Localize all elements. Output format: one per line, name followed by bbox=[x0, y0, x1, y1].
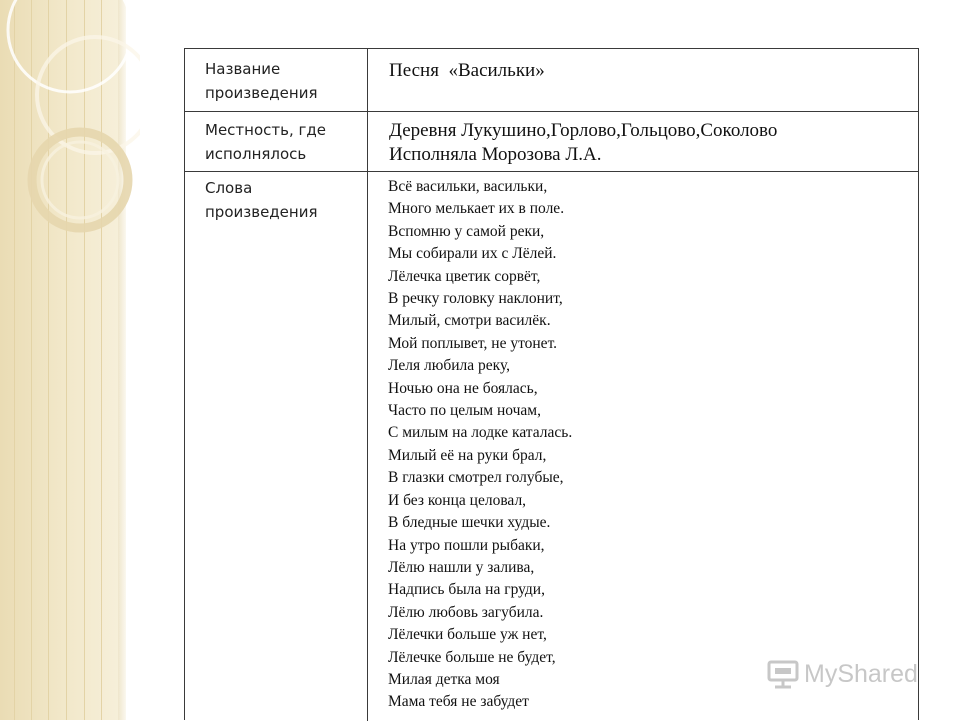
lyric-line: Вспомню у самой реки, bbox=[388, 222, 545, 240]
lyric-line: Лёлечке больше не будет, bbox=[388, 648, 556, 666]
lyric-line: В бледные шечки худые. bbox=[388, 514, 551, 532]
value-line: Исполняла Морозова Л.А. bbox=[389, 144, 602, 165]
row-label bbox=[205, 118, 326, 166]
info-table bbox=[184, 48, 919, 720]
value-line: Песня «Васильки» bbox=[389, 60, 545, 81]
decorative-circles bbox=[0, 0, 140, 300]
lyric-line: Лёлю любовь загубила. bbox=[388, 603, 544, 621]
label-line: произведения bbox=[205, 203, 318, 221]
value-cell bbox=[369, 112, 918, 171]
lyric-line: На утро пошли рыбаки, bbox=[388, 536, 545, 554]
lyric-line: В речку головку наклонит, bbox=[388, 290, 563, 308]
lyric-line: Милый её на руки брал, bbox=[388, 446, 547, 464]
label-cell bbox=[185, 112, 368, 171]
lyric-line: Мама тебя не забудет bbox=[388, 693, 529, 711]
lyric-line: С милым на лодке каталась. bbox=[388, 424, 573, 442]
label-line: исполнялось bbox=[205, 145, 307, 163]
label-cell bbox=[185, 172, 368, 721]
lyric-line: Всё васильки, васильки, bbox=[388, 178, 548, 195]
value-cell bbox=[369, 172, 918, 721]
watermark-text: MyShared bbox=[804, 659, 918, 688]
lyric-line: В глазки смотрел голубые, bbox=[388, 469, 564, 487]
lyric-line: Лёлечки больше уж нет, bbox=[388, 626, 547, 644]
label-line: Название bbox=[205, 60, 281, 78]
presentation-board-icon bbox=[766, 659, 800, 689]
table-row-lyrics bbox=[185, 172, 918, 721]
value-line: Деревня Лукушино,Горлово,Гольцово,Соколово bbox=[389, 120, 778, 141]
lyric-line: Милый, смотри василёк. bbox=[388, 312, 551, 330]
lyric-line: Часто по целым ночам, bbox=[388, 402, 541, 420]
table-row-title bbox=[185, 49, 918, 112]
location-text bbox=[389, 119, 777, 167]
lyric-line: Много мелькает их в поле. bbox=[388, 200, 565, 218]
label-cell bbox=[185, 49, 368, 111]
lyric-line: Милая детка моя bbox=[388, 670, 500, 688]
lyric-line: Мой поплывет, не утонет. bbox=[388, 334, 558, 352]
lyric-line: Ночью она не боялась, bbox=[388, 379, 538, 397]
lyric-line: Надпись была на груди, bbox=[388, 581, 545, 599]
lyric-line: Мы собирали их с Лёлей. bbox=[388, 245, 557, 263]
table-row-location bbox=[185, 112, 918, 172]
watermark-logo bbox=[766, 656, 918, 692]
value-cell bbox=[369, 49, 918, 111]
lyric-line: Лёлечка цветик сорвёт, bbox=[388, 267, 541, 285]
lyric-line: И без конца целовал, bbox=[388, 491, 527, 509]
label-line: Местность, где bbox=[205, 121, 326, 139]
lyric-line: Лёлю нашли у залива, bbox=[388, 558, 535, 576]
row-label bbox=[205, 176, 317, 224]
label-line: произведения bbox=[205, 84, 318, 102]
row-label bbox=[205, 57, 317, 105]
song-title bbox=[389, 59, 545, 83]
lyrics-list bbox=[388, 176, 572, 714]
label-line: Слова bbox=[205, 179, 253, 197]
lyric-line: Леля любила реку, bbox=[388, 357, 511, 375]
